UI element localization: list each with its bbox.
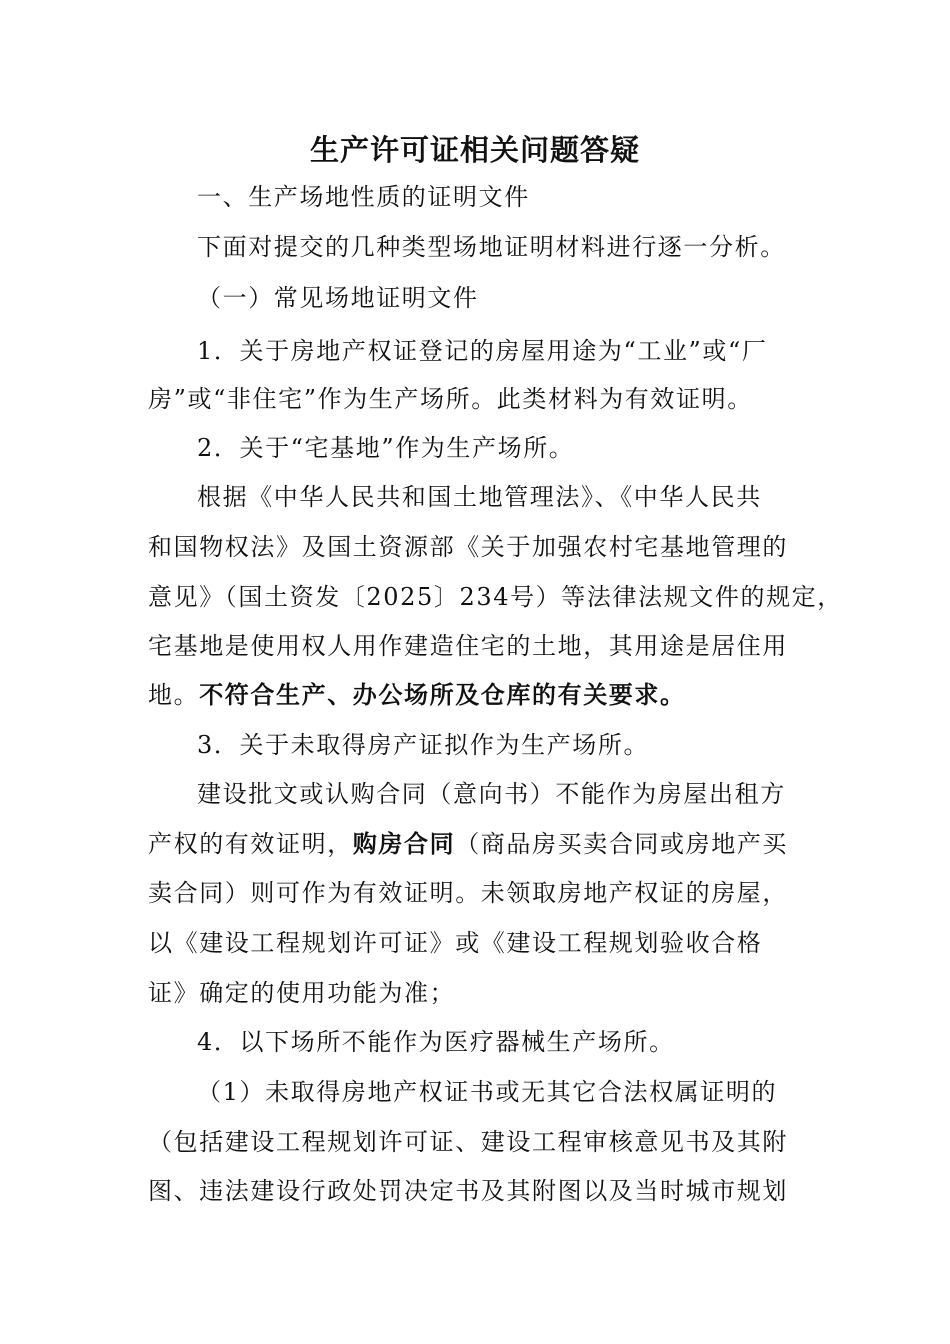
- paragraph-line: [148, 829, 788, 859]
- text-segment: 意见》（国土资发〔2025〕234号）等法律法规文件的规定，: [148, 583, 843, 611]
- paragraph-line: [148, 631, 788, 661]
- paragraph-line: [148, 928, 762, 958]
- text-segment: 证》确定的使用功能为准；: [148, 979, 456, 1007]
- paragraph-line: [148, 680, 686, 710]
- text-segment: 房”或“非住宅”作为生产场所。此类材料为有效证明。: [148, 385, 753, 413]
- paragraph-line: [197, 182, 530, 212]
- paragraph-line: [148, 582, 843, 612]
- text-segment: 产权的有效证明，: [148, 830, 353, 858]
- text-segment: 2．关于“宅基地”作为生产场所。: [197, 434, 575, 462]
- text-segment: 建设批文或认购合同（意向书）不能作为房屋出租方: [197, 780, 786, 808]
- text-segment: 3．关于未取得房产证拟作为生产场所。: [197, 731, 650, 759]
- paragraph-line: [148, 384, 753, 414]
- paragraph-line: [148, 1127, 788, 1157]
- paragraph-line: [197, 730, 649, 760]
- text-segment: 根据《中华人民共和国土地管理法》、《中华人民共: [197, 483, 762, 511]
- paragraph-line: [197, 482, 762, 512]
- paragraph-line: [197, 433, 574, 463]
- text-segment: 以《建设工程规划许可证》或《建设工程规划验收合格: [148, 929, 763, 957]
- bold-text-segment: 购房合同: [352, 830, 456, 858]
- text-segment: （1）未取得房地产权证书或无其它合法权属证明的: [197, 1078, 778, 1106]
- paragraph-line: [197, 1077, 777, 1107]
- paragraph-line: [197, 283, 479, 313]
- paragraph-line: [148, 532, 788, 562]
- text-segment: 地。: [148, 681, 200, 709]
- bold-text-segment: 不符合生产、办公场所及仓库的有关要求。: [199, 681, 686, 709]
- paragraph-line: [148, 1176, 788, 1206]
- text-segment: 4．以下场所不能作为医疗器械生产场所。: [197, 1028, 675, 1056]
- text-segment: 一、生产场地性质的证明文件: [197, 183, 530, 211]
- text-segment: 卖合同）则可作为有效证明。未领取房地产权证的房屋，: [148, 879, 788, 907]
- paragraph-line: [197, 336, 767, 366]
- paragraph-line: [148, 878, 788, 908]
- paragraph-line: [197, 779, 786, 809]
- text-segment: 下面对提交的几种类型场地证明材料进行逐一分析。: [197, 233, 786, 261]
- text-segment: 1．关于房地产权证登记的房屋用途为“工业”或“厂: [197, 337, 768, 365]
- paragraph-line: [197, 1027, 675, 1057]
- text-segment: （商品房买卖合同或房地产买: [455, 830, 789, 858]
- document-title: 生产许可证相关问题答疑: [309, 133, 640, 167]
- text-segment: （包括建设工程规划许可证、建设工程审核意见书及其附: [148, 1128, 788, 1156]
- text-segment: 和国物权法》及国土资源部《关于加强农村宅基地管理的: [148, 533, 788, 561]
- text-segment: （一）常见场地证明文件: [197, 284, 479, 312]
- text-segment: 图、违法建设行政处罚决定书及其附图以及当时城市规划: [148, 1177, 788, 1205]
- paragraph-line: [148, 978, 455, 1008]
- paragraph-line: [197, 232, 786, 262]
- text-segment: 宅基地是使用权人用作建造住宅的土地，其用途是居住用: [148, 632, 788, 660]
